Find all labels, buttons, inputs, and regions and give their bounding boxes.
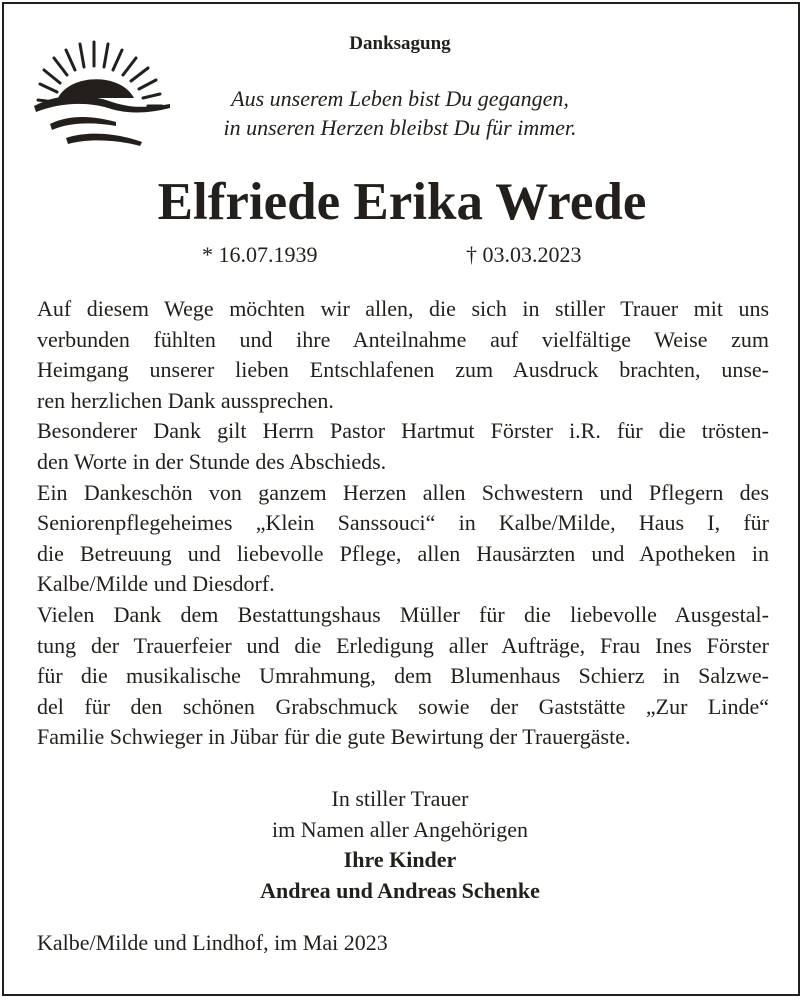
- closing-line: im Namen aller Angehörigen: [272, 816, 528, 842]
- closing-block: [150, 784, 650, 906]
- text-line: für die musikalische Umrahmung, dem Blumenhaus Schierz in Salzwe-: [37, 663, 769, 689]
- text-line: ren herzlichen Dank aussprechen.: [37, 387, 334, 413]
- text-line: Familie Schwieger in Jübar für die gute Bewirtung der Trauergäste.: [37, 724, 631, 750]
- motto: [180, 84, 620, 142]
- text-line: die Betreuung und liebevolle Pflege, allen Hausärzten und Apotheken in: [37, 540, 769, 566]
- place-date: Kalbe/Milde und Lindhof, im Mai 2023: [37, 930, 388, 955]
- motto-line: Aus unserem Leben bist Du gegangen,: [231, 86, 569, 111]
- text-line: verbunden fühlten und ihre Anteilnahme auf vielfältige Weise zum: [37, 326, 769, 352]
- text-line: tung der Trauerfeier und die Erledigung aller Aufträge, Frau Ines Förster: [37, 632, 769, 658]
- signature-line: Andrea und Andreas Schenke: [260, 877, 540, 903]
- closing-line: In stiller Trauer: [331, 786, 469, 811]
- text-line: Vielen Dank dem Bestattungshaus Müller für die liebevolle Ausgestal-: [37, 601, 769, 627]
- sunset-hills-icon: [30, 34, 180, 152]
- text-line: Kalbe/Milde und Diesdorf.: [37, 571, 275, 597]
- birth-date: * 16.07.1939: [202, 242, 318, 267]
- thanks-text: [37, 294, 769, 753]
- deceased-name: Elfriede Erika Wrede: [157, 173, 647, 231]
- death-date: † 03.03.2023: [466, 242, 582, 267]
- signature-line: Ihre Kinder: [343, 847, 457, 873]
- text-line: Ein Dankeschön von ganzem Herzen allen Schwestern und Pflegern des: [37, 479, 769, 505]
- text-line: del für den schönen Grabschmuck sowie der Gaststätte „Zur Linde“: [37, 693, 769, 719]
- text-line: Seniorenpflegeheimes „Klein Sanssouci“ in Kalbe/Milde, Haus I, für: [37, 510, 769, 536]
- text-line: den Worte in der Stunde des Abschieds.: [37, 448, 387, 474]
- heading: Danksagung: [349, 33, 451, 54]
- text-line: Auf diesem Wege möchten wir allen, die sich in stiller Trauer mit uns: [37, 296, 769, 321]
- text-line: Heimgang unserer lieben Entschlafenen zum Ausdruck brachten, unse-: [37, 357, 769, 383]
- motto-line: in unseren Herzen bleibst Du für immer.: [223, 115, 577, 140]
- text-line: Besonderer Dank gilt Herrn Pastor Hartmut Förster i.R. für die trösten-: [37, 418, 769, 444]
